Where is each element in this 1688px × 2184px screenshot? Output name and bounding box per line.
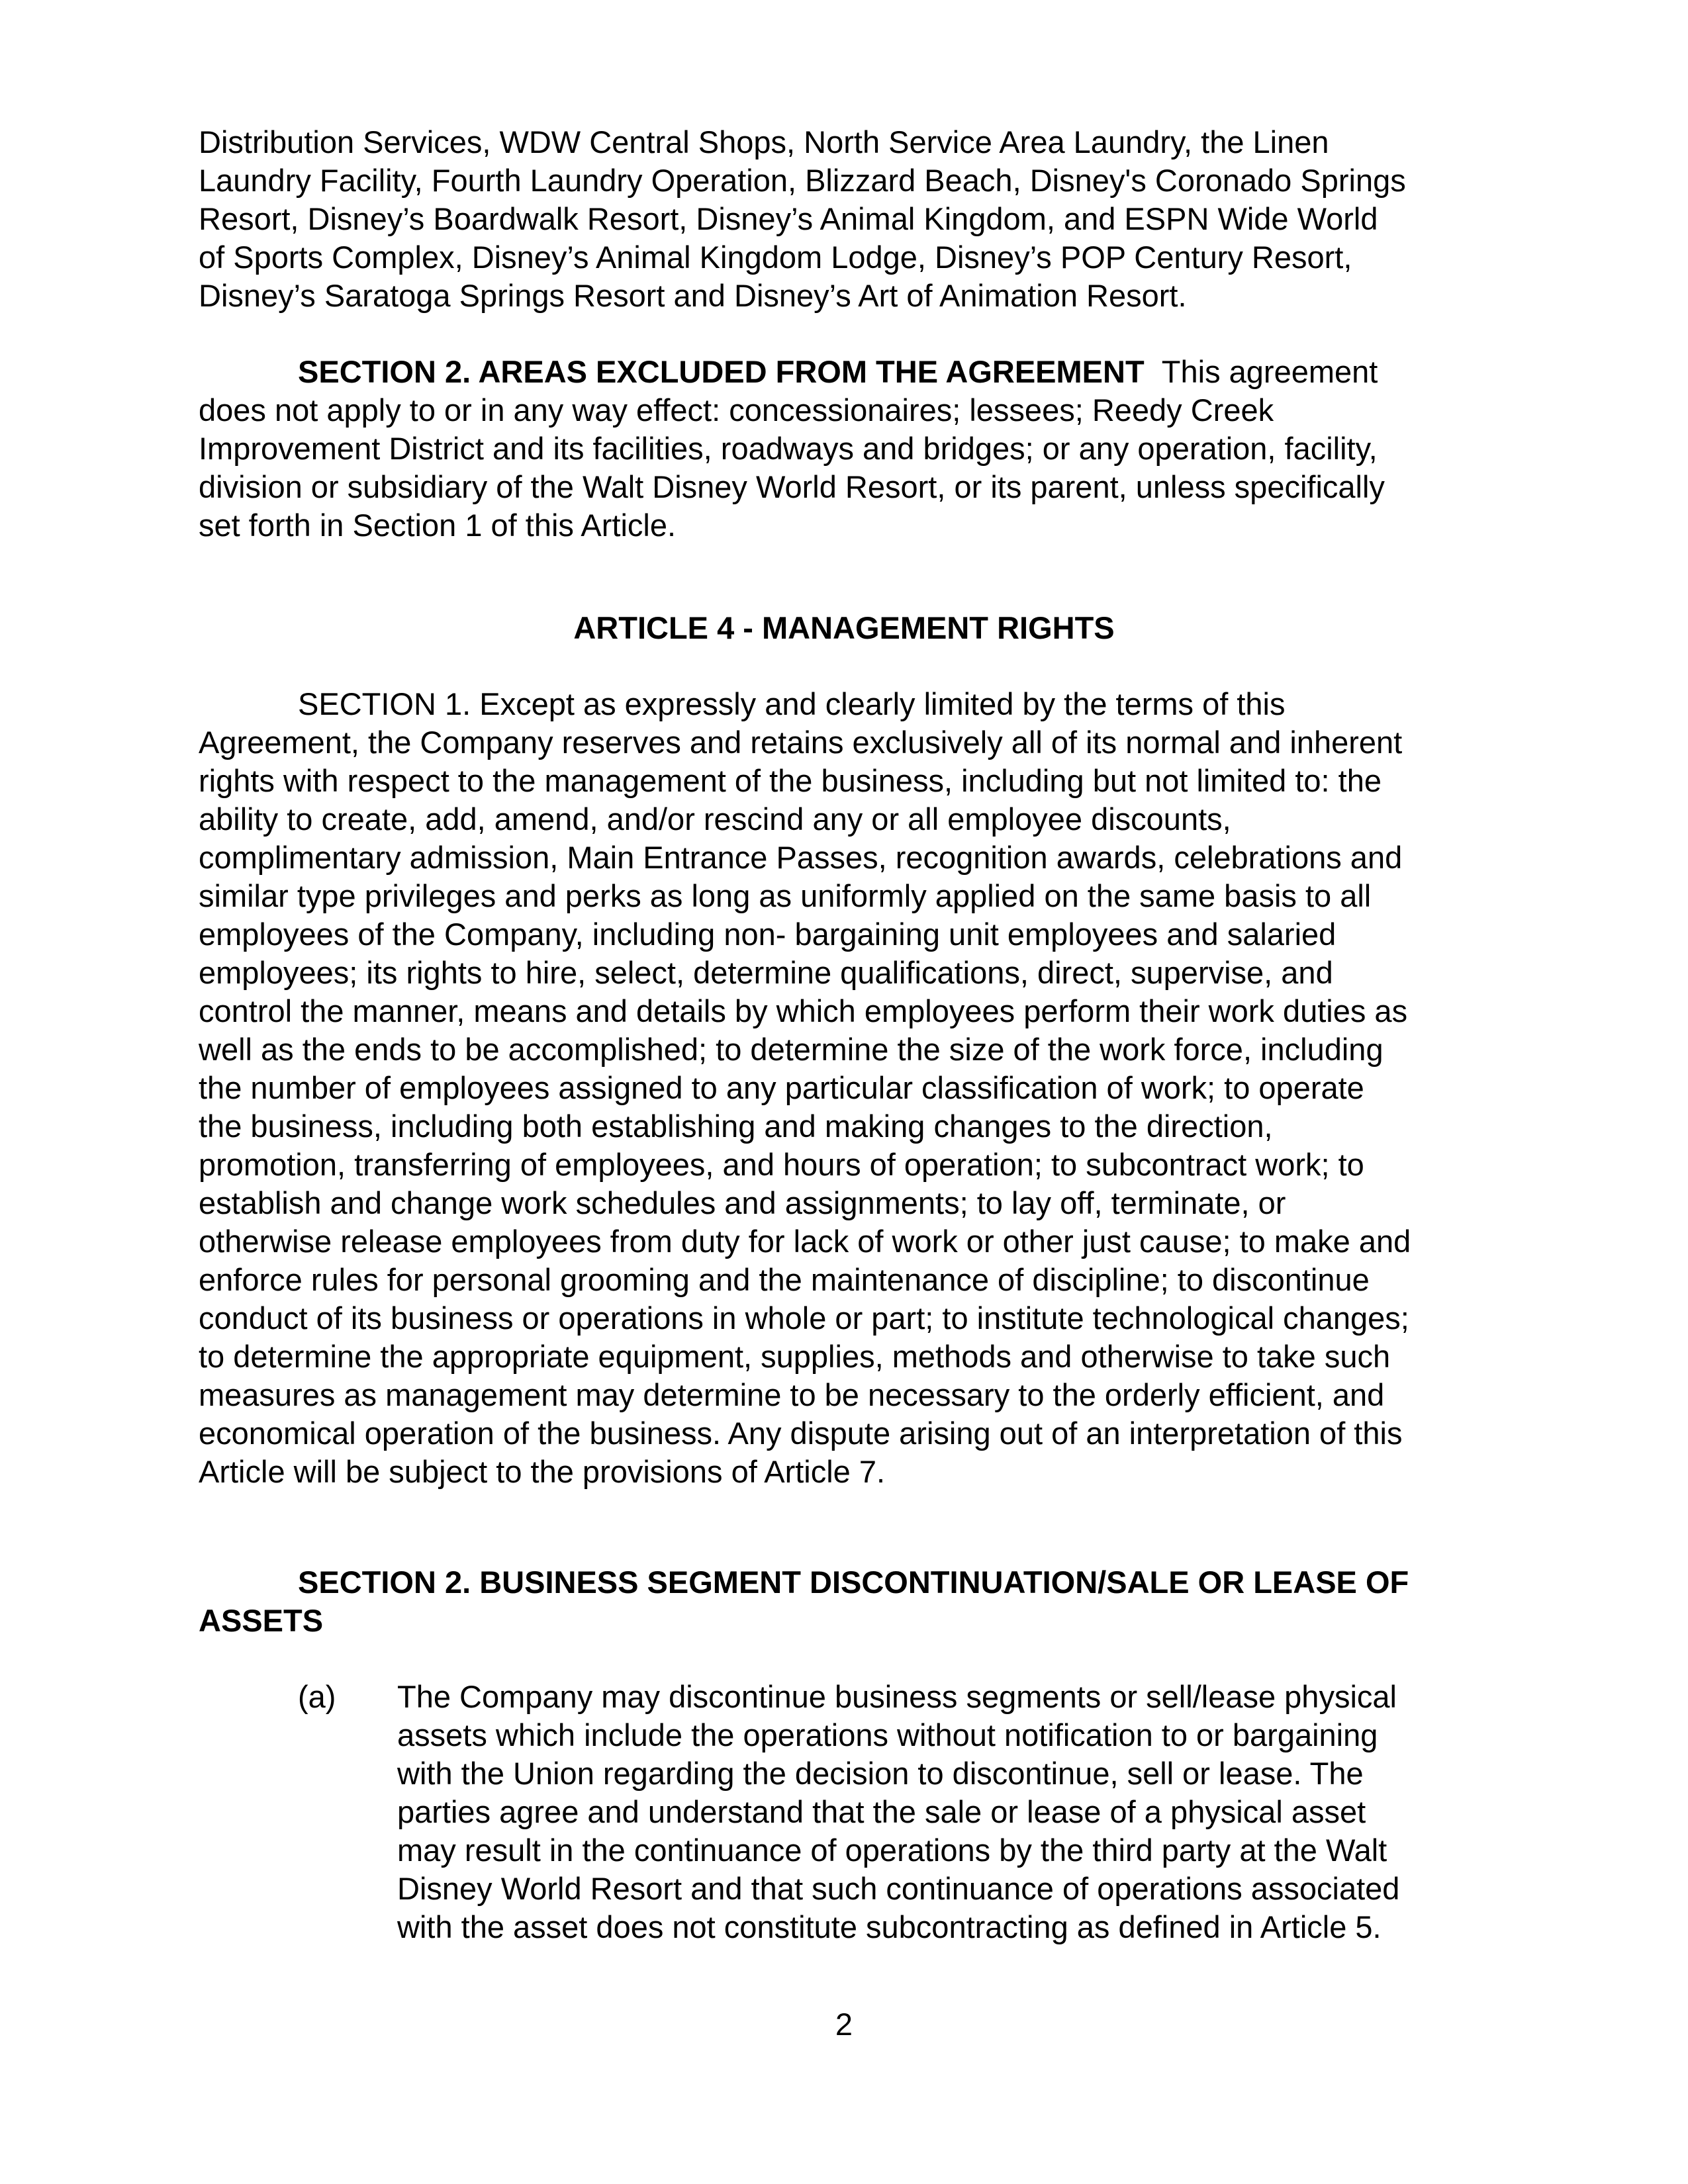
text-line: Disney World Resort and that such continuance of operations associated (397, 1871, 1400, 1906)
text-line: ability to create, add, amend, and/or rescind any or all employee discounts, (199, 801, 1231, 837)
text-line: division or subsidiary of the Walt Disney World Resort, or its parent, unless specifically (199, 469, 1385, 504)
text-line: The Company may discontinue business segments or sell/lease physical (397, 1679, 1397, 1714)
text-line: Disney’s Saratoga Springs Resort and Disney’s Art of Animation Resort. (199, 278, 1187, 313)
document-page (199, 0, 1489, 2184)
text-line: assets which include the operations without notification to or bargaining (397, 1717, 1378, 1752)
text-line: well as the ends to be accomplished; to determine the size of the work force, including (199, 1032, 1383, 1067)
section-heading-continued: ASSETS (199, 1603, 324, 1638)
text-line: otherwise release employees from duty for lack of work or other just cause; to make and (199, 1224, 1411, 1259)
text-line: Article will be subject to the provisions of Article 7. (199, 1454, 886, 1489)
section-heading-line (298, 353, 1378, 391)
text-line: similar type privileges and perks as long as uniformly applied on the same basis to all (199, 878, 1372, 913)
text-line: Agreement, the Company reserves and retains exclusively all of its normal and inherent (199, 725, 1403, 760)
text-line: complimentary admission, Main Entrance Passes, recognition awards, celebrations and (199, 840, 1403, 875)
text-line: SECTION 1. Except as expressly and clearly limited by the terms of this (298, 686, 1286, 721)
text-line: measures as management may determine to be necessary to the orderly efficient, and (199, 1377, 1385, 1412)
text-line: Distribution Services, WDW Central Shops, North Service Area Laundry, the Linen (199, 124, 1329, 159)
text-line: promotion, transferring of employees, and hours of operation; to subcontract work; to (199, 1147, 1364, 1182)
text-line: to determine the appropriate equipment, supplies, methods and otherwise to take such (199, 1339, 1391, 1374)
text-line: Improvement District and its facilities, roadways and bridges; or any operation, facility, (199, 431, 1378, 466)
list-item-label: (a) (298, 1679, 336, 1714)
text-line: enforce rules for personal grooming and the maintenance of discipline; to discontinue (199, 1262, 1370, 1297)
text-line: employees of the Company, including non- bargaining unit employees and salaried (199, 917, 1336, 952)
text-line: set forth in Section 1 of this Article. (199, 508, 677, 543)
text-line: the number of employees assigned to any particular classification of work; to operate (199, 1070, 1364, 1105)
text-line: of Sports Complex, Disney’s Animal Kingdom Lodge, Disney’s POP Century Resort, (199, 240, 1352, 275)
text-line: does not apply to or in any way effect: concessionaires; lessees; Reedy Creek (199, 392, 1274, 428)
text-line: with the Union regarding the decision to discontinue, sell or lease. The (397, 1756, 1364, 1791)
text-line: parties agree and understand that the sale or lease of a physical asset (397, 1794, 1366, 1829)
section-text-start: This agreement (1161, 354, 1378, 389)
page-number: 2 (835, 2007, 853, 2042)
text-line: economical operation of the business. Any dispute arising out of an interpretation of this (199, 1416, 1403, 1451)
text-line: conduct of its business or operations in whole or part; to institute technological changes; (199, 1300, 1409, 1336)
text-line: may result in the continuance of operations by the third party at the Walt (397, 1833, 1387, 1868)
text-line: Resort, Disney’s Boardwalk Resort, Disney’s Animal Kingdom, and ESPN Wide World (199, 201, 1378, 236)
section-heading: SECTION 2. AREAS EXCLUDED FROM THE AGREEMENT (298, 354, 1145, 389)
text-line: rights with respect to the management of the business, including but not limited to: the (199, 763, 1382, 798)
text-line: control the manner, means and details by which employees perform their work duties as (199, 993, 1408, 1028)
text-line: the business, including both establishing and making changes to the direction, (199, 1109, 1273, 1144)
text-line: Laundry Facility, Fourth Laundry Operation, Blizzard Beach, Disney's Coronado Springs (199, 163, 1406, 198)
text-line: with the asset does not constitute subcontracting as defined in Article 5. (397, 1909, 1382, 1944)
section-heading: SECTION 2. BUSINESS SEGMENT DISCONTINUATION/SALE OR LEASE OF (298, 1565, 1409, 1600)
text-line: establish and change work schedules and assignments; to lay off, terminate, or (199, 1185, 1286, 1220)
text-line: employees; its rights to hire, select, determine qualifications, direct, supervise, and (199, 955, 1333, 990)
article-title: ARTICLE 4 - MANAGEMENT RIGHTS (573, 610, 1115, 645)
